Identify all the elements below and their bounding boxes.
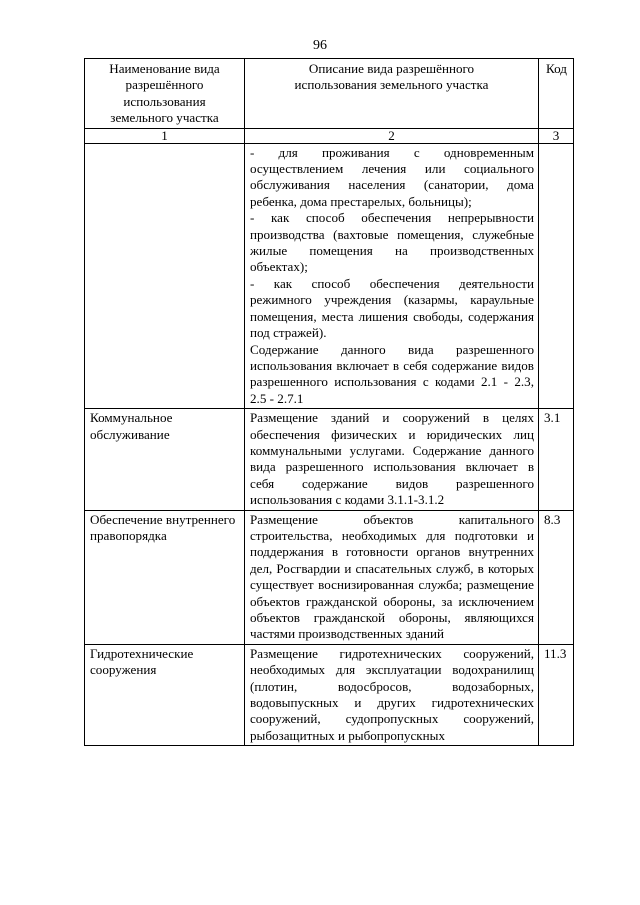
row-code: 11.3 xyxy=(539,644,574,745)
row-description xyxy=(245,143,539,409)
description-paragraph: Размещение гидротехнических сооружений, необходимых для эксплуатации водохранилищ (плотин, водосбросов, водозаборных, водовыпускных и других гидротехнических сооружений, судопропускных сооружений, рыбозащитных и рыбопропускных xyxy=(250,645,534,743)
row-code: 8.3 xyxy=(539,510,574,644)
row-description xyxy=(245,409,539,510)
row-name: Коммунальное обслуживание xyxy=(85,409,245,510)
table-header-row xyxy=(85,59,574,129)
column-number-1: 1 xyxy=(85,128,245,143)
page-number: 96 xyxy=(313,38,327,53)
column-number-3: 3 xyxy=(539,128,574,143)
header-code: Код xyxy=(539,59,574,129)
table-row xyxy=(85,510,574,644)
table-row xyxy=(85,409,574,510)
description-paragraph: Размещение зданий и сооружений в целях обеспечения физических и юридических лиц коммунальными услугами. Содержание данного вида разрешенного использования включает в себя содержание видов разрешенного использования с кодами 3.1.1-3.1.2 xyxy=(250,410,534,508)
column-numbers-row xyxy=(85,128,574,143)
table-row xyxy=(85,644,574,745)
row-name: Обеспечение внутреннего правопорядка xyxy=(85,510,245,644)
land-use-table xyxy=(84,58,574,746)
row-description xyxy=(245,510,539,644)
row-name: Гидротехнические сооружения xyxy=(85,644,245,745)
description-paragraph: - для проживания с одновременным осуществлением лечения или социального обслуживания населения (санатории, дома ребенка, дома престарелых, больницы); xyxy=(250,144,534,209)
row-name xyxy=(85,143,245,409)
description-paragraph: - как способ обеспечения деятельности режимного учреждения (казармы, караульные помещения, места лишения свободы, содержания под стражей). xyxy=(250,275,534,341)
header-name: Наименование вида разрешённого использования земельного участка xyxy=(85,59,245,129)
row-code xyxy=(539,143,574,409)
description-paragraph: Содержание данного вида разрешенного использования включает в себя содержание видов разрешенного использования с кодами 2.1 - 2.3, 2.5 - 2.7.1 xyxy=(250,341,534,406)
header-description: Описание вида разрешённого использования земельного участка xyxy=(245,59,539,129)
description-paragraph: - как способ обеспечения непрерывности производства (вахтовые помещения, служебные жилые помещения на производственных объектах); xyxy=(250,210,534,275)
column-number-2: 2 xyxy=(245,128,539,143)
table-row xyxy=(85,143,574,409)
row-code: 3.1 xyxy=(539,409,574,510)
row-description xyxy=(245,644,539,745)
description-paragraph: Размещение объектов капитального строительства, необходимых для подготовки и поддержания в готовности органов внутренних дел, Росгвардии и спасательных служб, в которых существует воснизированная служба; размещение объектов гражданской обороны, за исключением объектов гражданской обороны, являющихся частями производственных зданий xyxy=(250,511,534,642)
